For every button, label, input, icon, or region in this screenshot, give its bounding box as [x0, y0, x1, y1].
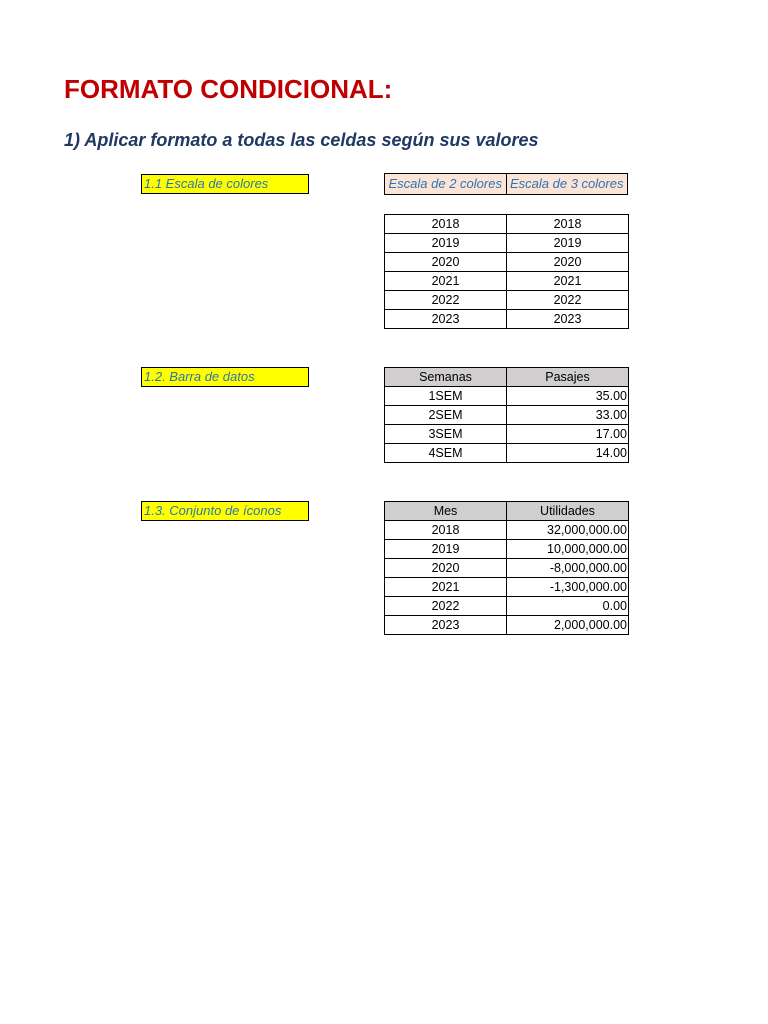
- icon-sets-table: [384, 501, 629, 635]
- cell[interactable]: 2020: [507, 253, 629, 272]
- cell[interactable]: 2SEM: [385, 406, 507, 425]
- table-row: [385, 387, 629, 406]
- cell[interactable]: 32,000,000.00: [507, 521, 629, 540]
- cell[interactable]: 1SEM: [385, 387, 507, 406]
- cell[interactable]: 14.00: [507, 444, 629, 463]
- table-row: [385, 272, 629, 291]
- cell[interactable]: 2019: [385, 540, 507, 559]
- header-pasajes[interactable]: Pasajes: [507, 368, 629, 387]
- table-row: [385, 234, 629, 253]
- cell[interactable]: 10,000,000.00: [507, 540, 629, 559]
- cell[interactable]: 2022: [385, 291, 507, 310]
- cell[interactable]: 33.00: [507, 406, 629, 425]
- cell[interactable]: 2023: [385, 616, 507, 635]
- table-row: [385, 310, 629, 329]
- cell[interactable]: 2018: [507, 215, 629, 234]
- table-row: [385, 540, 629, 559]
- cell[interactable]: 2022: [507, 291, 629, 310]
- cell[interactable]: 2020: [385, 559, 507, 578]
- cell[interactable]: 2018: [385, 521, 507, 540]
- header-three-color-scale[interactable]: Escala de 3 colores: [506, 174, 628, 194]
- cell[interactable]: 2022: [385, 597, 507, 616]
- table-row: [385, 291, 629, 310]
- table-row: [385, 425, 629, 444]
- cell[interactable]: 2020: [385, 253, 507, 272]
- table-row: [385, 578, 629, 597]
- cell[interactable]: 2019: [507, 234, 629, 253]
- table-row: [385, 253, 629, 272]
- cell[interactable]: 0.00: [507, 597, 629, 616]
- cell[interactable]: 2021: [507, 272, 629, 291]
- cell[interactable]: 17.00: [507, 425, 629, 444]
- cell[interactable]: 2019: [385, 234, 507, 253]
- cell[interactable]: -1,300,000.00: [507, 578, 629, 597]
- cell[interactable]: 3SEM: [385, 425, 507, 444]
- table-row: [385, 597, 629, 616]
- header-semanas[interactable]: Semanas: [385, 368, 507, 387]
- cell[interactable]: -8,000,000.00: [507, 559, 629, 578]
- table-row: [385, 215, 629, 234]
- cell[interactable]: 2,000,000.00: [507, 616, 629, 635]
- page-title: FORMATO CONDICIONAL:: [64, 74, 393, 104]
- table-header-row: [385, 502, 629, 521]
- label-icon-sets[interactable]: 1.3. Conjunto de íconos: [141, 501, 309, 521]
- header-utilidades[interactable]: Utilidades: [507, 502, 629, 521]
- cell[interactable]: 2023: [507, 310, 629, 329]
- cell[interactable]: 2018: [385, 215, 507, 234]
- table-row: [385, 521, 629, 540]
- color-scale-header-row: [384, 173, 628, 195]
- header-mes[interactable]: Mes: [385, 502, 507, 521]
- data-bars-table: [384, 367, 629, 463]
- table-row: [385, 559, 629, 578]
- color-scale-table: [384, 214, 629, 329]
- header-two-color-scale[interactable]: Escala de 2 colores: [388, 176, 502, 191]
- label-color-scale[interactable]: 1.1 Escala de colores: [141, 174, 309, 194]
- cell[interactable]: 35.00: [507, 387, 629, 406]
- section-subtitle: 1) Aplicar formato a todas las celdas según sus valores: [64, 130, 539, 150]
- cell[interactable]: 2023: [385, 310, 507, 329]
- cell[interactable]: 2021: [385, 578, 507, 597]
- table-row: [385, 444, 629, 463]
- label-data-bars[interactable]: 1.2. Barra de datos: [141, 367, 309, 387]
- table-row: [385, 406, 629, 425]
- table-header-row: [385, 368, 629, 387]
- cell[interactable]: 2021: [385, 272, 507, 291]
- cell[interactable]: 4SEM: [385, 444, 507, 463]
- table-row: [385, 616, 629, 635]
